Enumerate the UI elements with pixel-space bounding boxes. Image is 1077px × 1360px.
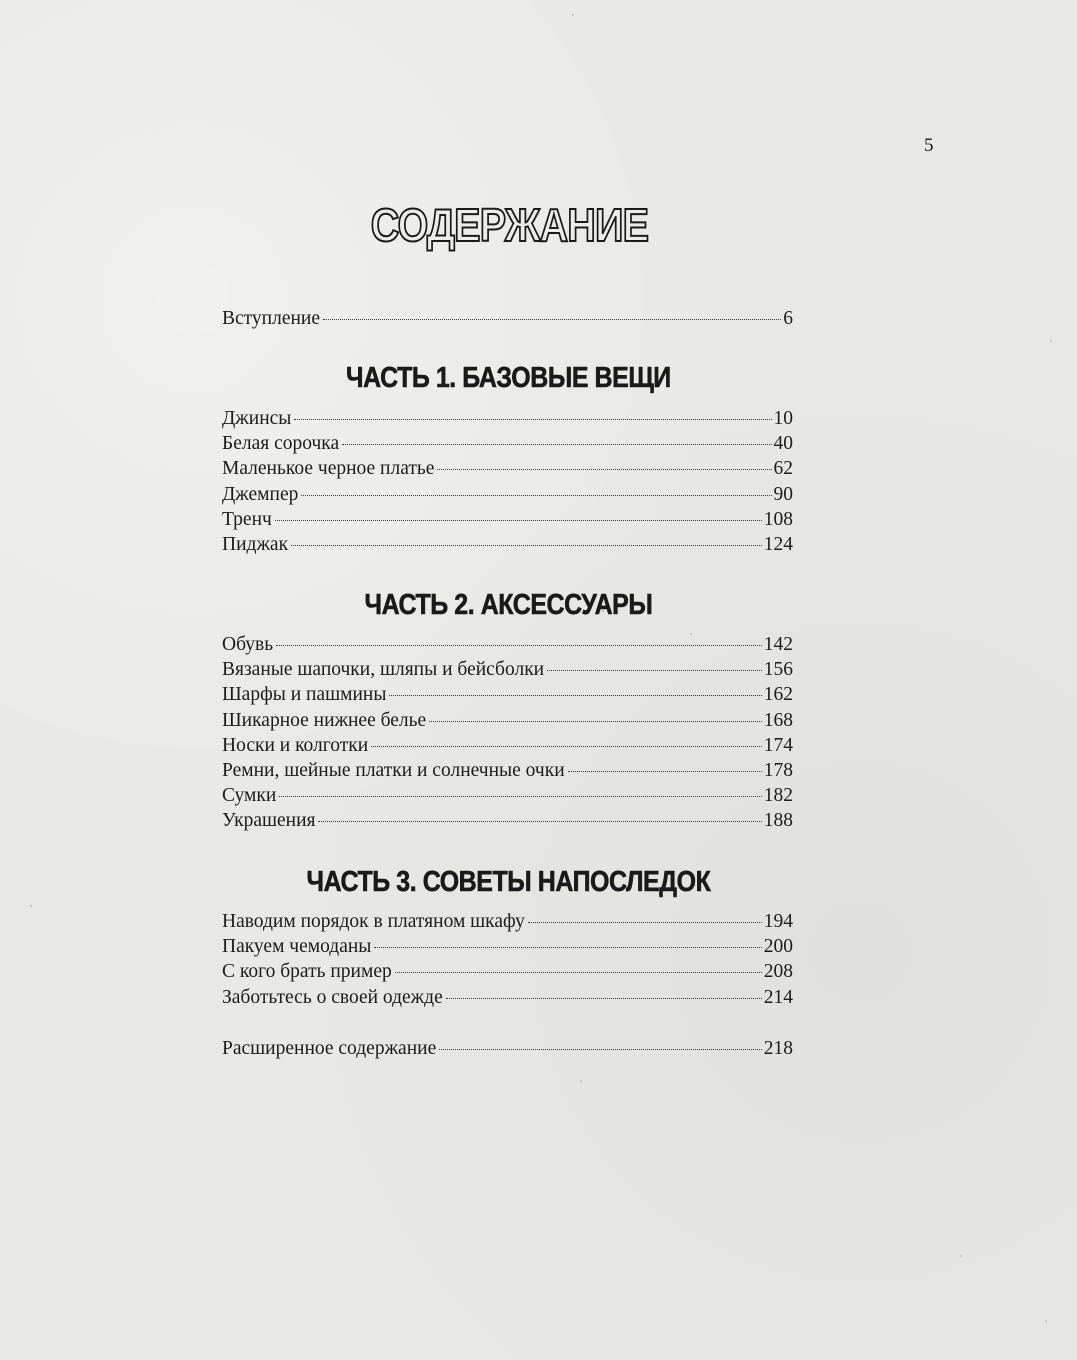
toc-entry-label: Ремни, шейные платки и солнечные очки xyxy=(222,759,565,781)
toc-entry[interactable] xyxy=(222,657,793,682)
toc-entry-page: 162 xyxy=(763,684,793,706)
toc-entry-label: Сумки xyxy=(222,785,277,807)
dot-leader xyxy=(547,669,762,671)
dot-leader xyxy=(291,544,762,546)
toc-entry[interactable] xyxy=(222,482,793,507)
toc-entry[interactable] xyxy=(222,909,793,934)
dot-leader xyxy=(437,468,771,470)
toc-entry-page: 40 xyxy=(773,433,793,455)
part-3-heading: ЧАСТЬ 3. СОВЕТЫ НАПОСЛЕДОК xyxy=(306,866,711,898)
toc-entry-label: Белая сорочка xyxy=(222,433,340,455)
toc-entry-label: Пакуем чемоданы xyxy=(222,936,372,958)
toc-entry-label: Украшения xyxy=(222,810,316,832)
toc-entry-page: 124 xyxy=(763,533,793,555)
toc-entry-label: Носки и колготки xyxy=(222,734,369,756)
dot-leader xyxy=(568,770,762,772)
toc-entry-page: 156 xyxy=(763,659,793,681)
paper-speck xyxy=(1050,340,1052,342)
toc-entry[interactable] xyxy=(222,456,793,481)
toc-entry-label: Шикарное нижнее белье xyxy=(222,709,427,731)
dot-leader xyxy=(318,820,761,822)
toc-entry-page: 142 xyxy=(763,634,793,655)
toc-entry[interactable] xyxy=(222,783,793,808)
toc-entry-label: Вязаные шапочки, шляпы и бейсболки xyxy=(222,659,545,681)
toc-entry[interactable] xyxy=(222,406,793,431)
toc-entry-label: Расширенное содержание xyxy=(222,1038,437,1059)
toc-entry-page: 108 xyxy=(763,508,793,530)
toc-entry[interactable] xyxy=(222,708,793,733)
toc-part-3 xyxy=(222,909,793,1010)
toc-entry[interactable] xyxy=(222,808,793,833)
toc-entry-label: Пиджак xyxy=(222,533,289,555)
toc-entry-page: 214 xyxy=(763,986,793,1008)
paper-speck xyxy=(1045,1320,1047,1322)
toc-entry-label: Наводим порядок в платяном шкафу xyxy=(222,911,525,932)
dot-leader xyxy=(429,720,762,722)
paper-speck xyxy=(960,1255,962,1257)
dot-leader xyxy=(374,946,761,948)
toc-entry-label: Обувь xyxy=(222,634,274,655)
toc-entry[interactable] xyxy=(222,733,793,758)
toc-entry[interactable] xyxy=(222,507,793,532)
toc-entry[interactable] xyxy=(222,431,793,456)
toc-part-2 xyxy=(222,632,793,834)
toc-entry-page: 168 xyxy=(763,709,793,731)
toc-entry-label: Шарфы и пашмины xyxy=(222,684,387,706)
toc-entry-label: Тренч xyxy=(222,508,272,530)
toc-entry-page: 200 xyxy=(763,936,793,958)
toc-entry-page: 208 xyxy=(763,961,793,983)
toc-entry-page: 188 xyxy=(763,810,793,832)
toc-entry-label: Заботьтесь о своей одежде xyxy=(222,986,443,1008)
toc-entry[interactable] xyxy=(222,934,793,959)
dot-leader xyxy=(439,1048,762,1050)
toc-part-1 xyxy=(222,406,793,557)
paper-speck xyxy=(572,14,574,16)
page-title: СОДЕРЖАНИЕ xyxy=(370,199,649,251)
toc-entry-page: 218 xyxy=(763,1038,793,1059)
toc-entry-appendix[interactable] xyxy=(222,1036,793,1061)
dot-leader xyxy=(371,745,762,747)
toc-entry-page: 182 xyxy=(763,785,793,807)
dot-leader xyxy=(275,519,762,521)
dot-leader xyxy=(446,997,762,999)
dot-leader xyxy=(294,418,771,420)
toc-entry-page: 10 xyxy=(773,408,793,429)
toc-entry[interactable] xyxy=(222,532,793,557)
part-2-heading: ЧАСТЬ 2. АКСЕССУАРЫ xyxy=(364,589,653,621)
toc-intro xyxy=(222,306,793,331)
dot-leader xyxy=(342,443,771,445)
toc-appendix xyxy=(222,1036,793,1061)
toc-entry-page: 6 xyxy=(783,308,793,329)
toc-entry[interactable] xyxy=(222,758,793,783)
toc-entry-page: 90 xyxy=(773,483,793,505)
paper-speck xyxy=(30,905,32,907)
toc-entry-page: 174 xyxy=(763,734,793,756)
toc-entry-page: 62 xyxy=(773,458,793,480)
toc-entry-label: Вступление xyxy=(222,308,321,329)
dot-leader xyxy=(389,694,761,696)
toc-entry[interactable] xyxy=(222,682,793,707)
toc-entry-label: С кого брать пример xyxy=(222,961,392,983)
paper-speck xyxy=(580,1080,582,1082)
dot-leader xyxy=(323,318,781,320)
toc-entry[interactable] xyxy=(222,985,793,1010)
dot-leader xyxy=(301,494,771,496)
dot-leader xyxy=(395,971,762,973)
toc-entry[interactable] xyxy=(222,959,793,984)
toc-entry[interactable] xyxy=(222,632,793,657)
toc-entry-label: Джемпер xyxy=(222,483,299,505)
part-1-heading: ЧАСТЬ 1. БАЗОВЫЕ ВЕЩИ xyxy=(346,362,671,394)
dot-leader xyxy=(279,795,761,797)
page-number: 5 xyxy=(924,135,934,156)
dot-leader xyxy=(528,921,762,923)
dot-leader xyxy=(276,644,762,646)
toc-entry-label: Маленькое черное платье xyxy=(222,458,435,480)
toc-entry-page: 194 xyxy=(763,911,793,932)
toc-entry-page: 178 xyxy=(763,759,793,781)
toc-entry-label: Джинсы xyxy=(222,408,292,429)
toc-entry-intro[interactable] xyxy=(222,306,793,331)
